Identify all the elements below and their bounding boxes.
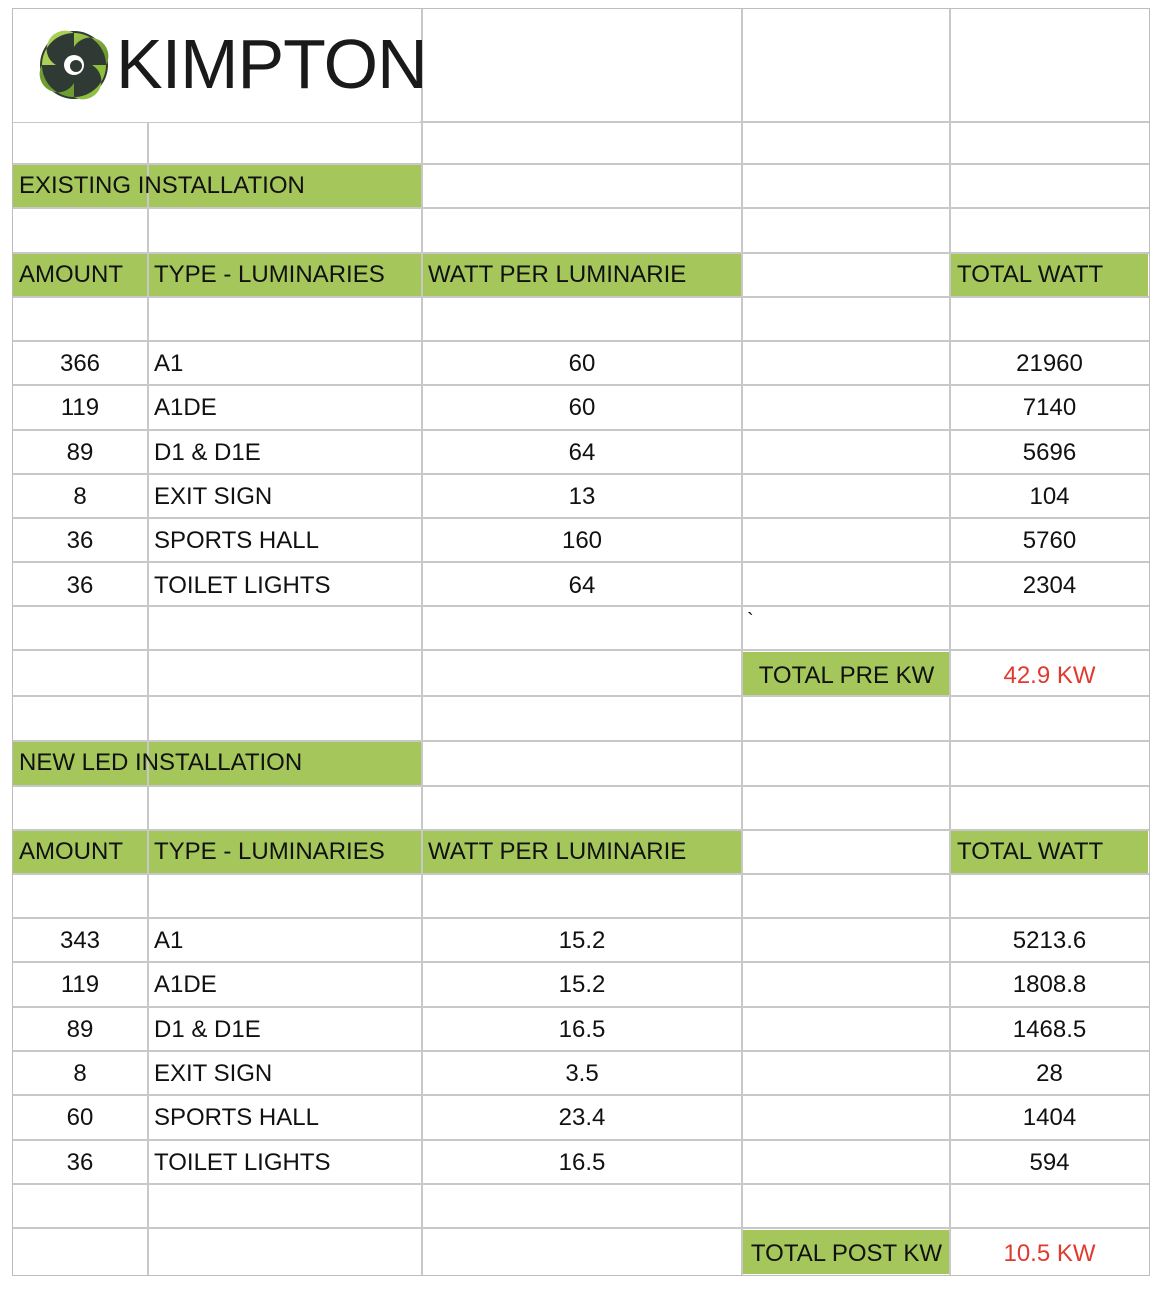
total-post-kw-value: 10.5 KW xyxy=(1003,1240,1096,1267)
new-led-row-watt-cell: 3.5 xyxy=(565,1060,599,1087)
existing-row-total-cell: 104 xyxy=(1029,483,1070,510)
existing-row-amount-cell: 36 xyxy=(66,572,94,599)
new-led-row-total-cell: 1468.5 xyxy=(1012,1016,1087,1043)
new-led-header-total: TOTAL WATT xyxy=(957,838,1104,865)
existing-row-amount-cell: 366 xyxy=(59,350,101,377)
grid-col-line xyxy=(741,9,743,1275)
existing-row-total-cell: 5760 xyxy=(1022,527,1077,554)
existing-row-watt-cell: 64 xyxy=(568,572,596,599)
grid-row-line xyxy=(13,649,1149,651)
existing-row-type-cell: EXIT SIGN xyxy=(154,483,273,510)
new-led-row-amount-cell: 60 xyxy=(66,1104,94,1131)
existing-header-total: TOTAL WATT xyxy=(957,261,1104,288)
new-led-row-type-cell: D1 & D1E xyxy=(154,1016,261,1043)
new-led-row-type-cell: TOILET LIGHTS xyxy=(154,1149,331,1176)
new-led-row-type-cell: A1DE xyxy=(154,971,217,998)
existing-row-watt-cell: 160 xyxy=(561,527,603,554)
new-led-row-type-cell: SPORTS HALL xyxy=(154,1104,319,1131)
new-led-header-type: TYPE - LUMINARIES xyxy=(154,838,385,865)
existing-row-watt-cell: 60 xyxy=(568,350,596,377)
new-led-row-total-cell: 1808.8 xyxy=(1012,971,1087,998)
existing-row-total-cell: 21960 xyxy=(1016,350,1083,377)
new-led-row-type-cell: EXIT SIGN xyxy=(154,1060,273,1087)
existing-header-watt: WATT PER LUMINARIE xyxy=(428,261,687,288)
new-led-section-title: NEW LED INSTALLATION xyxy=(19,749,303,776)
existing-row-total-cell: 2304 xyxy=(1022,572,1077,599)
existing-row-amount-cell: 36 xyxy=(66,527,94,554)
total-post-kw-label: TOTAL POST KW xyxy=(750,1240,943,1267)
brand-wordmark: KIMPTON xyxy=(116,25,427,103)
new-led-row-watt-cell: 15.2 xyxy=(558,971,606,998)
existing-row-type-cell: A1 xyxy=(154,350,184,377)
new-led-row-amount-cell: 8 xyxy=(73,1060,87,1087)
new-led-row-watt-cell: 15.2 xyxy=(558,927,606,954)
swirl-logo-icon xyxy=(37,28,111,102)
existing-row-type-cell: A1DE xyxy=(154,394,217,421)
new-led-row-total-cell: 1404 xyxy=(1022,1104,1077,1131)
existing-row-watt-cell: 60 xyxy=(568,394,596,421)
existing-header-type: TYPE - LUMINARIES xyxy=(154,261,385,288)
new-led-row-amount-cell: 89 xyxy=(66,1016,94,1043)
existing-row-total-cell: 5696 xyxy=(1022,439,1077,466)
existing-row-total-cell: 7140 xyxy=(1022,394,1077,421)
new-led-row-total-cell: 28 xyxy=(1036,1060,1063,1087)
existing-row-type-cell: TOILET LIGHTS xyxy=(154,572,331,599)
new-led-row-amount-cell: 36 xyxy=(66,1149,94,1176)
existing-row-watt-cell: 64 xyxy=(568,439,596,466)
new-led-row-total-cell: 5213.6 xyxy=(1012,927,1087,954)
new-led-row-type-cell: A1 xyxy=(154,927,184,954)
total-pre-kw-label: TOTAL PRE KW xyxy=(758,662,935,689)
stray-mark: ` xyxy=(747,610,754,632)
new-led-row-total-cell: 594 xyxy=(1029,1149,1070,1176)
new-led-header-watt: WATT PER LUMINARIE xyxy=(428,838,687,865)
existing-row-amount-cell: 119 xyxy=(60,394,100,421)
new-led-row-watt-cell: 16.5 xyxy=(558,1016,606,1043)
new-led-row-amount-cell: 119 xyxy=(60,971,100,998)
total-pre-kw-value: 42.9 KW xyxy=(1003,662,1096,689)
existing-section-title: EXISTING INSTALLATION xyxy=(19,172,305,199)
new-led-header-amount: AMOUNT xyxy=(19,838,123,865)
new-led-row-amount-cell: 343 xyxy=(59,927,101,954)
existing-row-type-cell: D1 & D1E xyxy=(154,439,261,466)
new-led-row-watt-cell: 16.5 xyxy=(558,1149,606,1176)
existing-row-watt-cell: 13 xyxy=(568,483,596,510)
existing-row-amount-cell: 89 xyxy=(66,439,94,466)
new-led-row-watt-cell: 23.4 xyxy=(558,1104,606,1131)
existing-row-amount-cell: 8 xyxy=(73,483,87,510)
existing-header-amount: AMOUNT xyxy=(19,261,123,288)
grid-row-line xyxy=(13,1227,1149,1229)
existing-row-type-cell: SPORTS HALL xyxy=(154,527,319,554)
grid-row-line xyxy=(13,785,1149,787)
